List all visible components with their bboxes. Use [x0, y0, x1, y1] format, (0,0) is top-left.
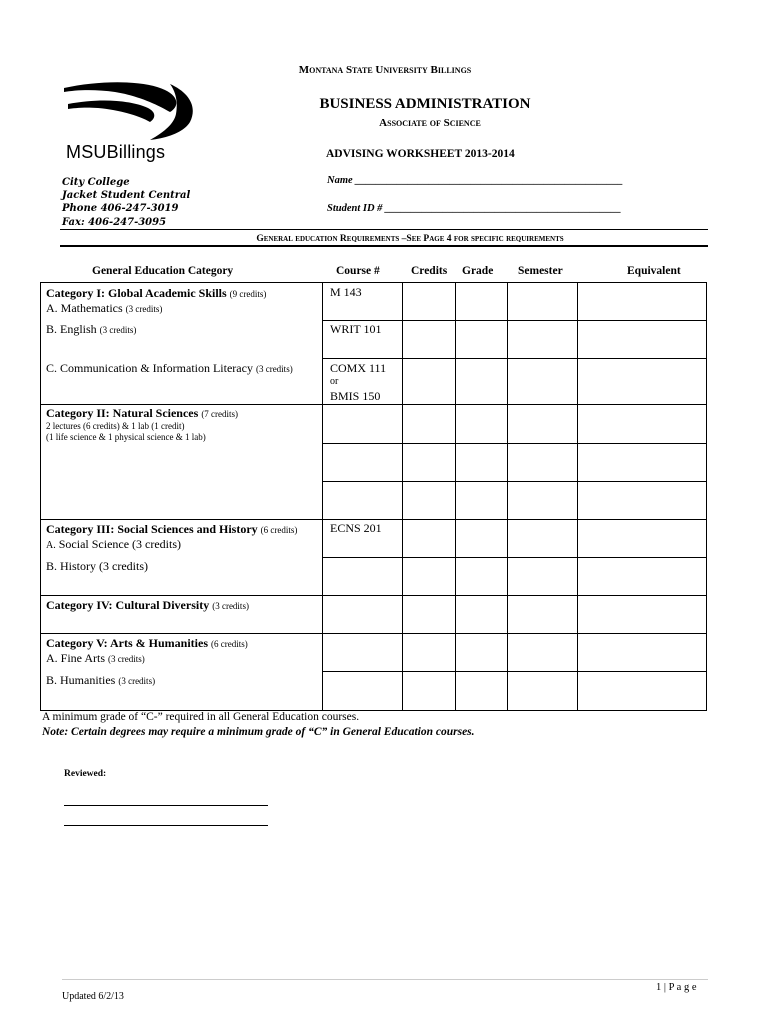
course-cell — [330, 361, 386, 403]
category-row — [46, 598, 249, 613]
category-credits: (9 credits) — [229, 289, 267, 299]
signature-line[interactable] — [64, 825, 268, 826]
category-credits: (3 credits) — [212, 601, 249, 611]
course-or: or — [330, 376, 339, 387]
col-header-credits: Credits — [411, 265, 448, 277]
course-cell: ECNS 201 — [330, 521, 382, 535]
subcategory-row — [46, 361, 293, 376]
col-header-course: Course # — [336, 265, 380, 277]
degree-title: Associate of Science — [379, 117, 481, 129]
col-header-grade: Grade — [462, 265, 494, 277]
course-option: BMIS 150 — [330, 389, 381, 403]
category-credits: (6 credits) — [260, 525, 298, 535]
grade-note: A minimum grade of “C-” required in all General Education courses. — [42, 711, 360, 723]
contact-phone: Phone 406-247-3019 — [62, 203, 179, 215]
category-title: Category V: Arts & Humanities — [46, 636, 208, 650]
col-header-semester: Semester — [518, 265, 563, 277]
footer-divider — [62, 979, 708, 980]
subcategory-row — [46, 322, 136, 337]
student-id-field[interactable]: Student ID # _____________________________________________ — [327, 203, 622, 214]
contact-block — [62, 176, 190, 229]
subcategory-credits: (3 credits) — [108, 654, 145, 664]
course-cell: WRIT 101 — [330, 322, 382, 336]
category-title: Category II: Natural Sciences — [46, 406, 199, 420]
subcategory-label: Social Science (3 credits) — [58, 537, 182, 551]
category-title: Category I: Global Academic Skills — [46, 286, 227, 300]
reviewed-label: Reviewed: — [64, 769, 107, 779]
category-title: Category IV: Cultural Diversity — [46, 598, 210, 612]
course-cell: M 143 — [330, 285, 362, 299]
course-option: COMX 111 — [330, 361, 387, 375]
degree-note: Note: Certain degrees may require a minimum grade of “C” in General Education courses. — [42, 726, 475, 738]
name-field[interactable]: Name ___________________________________________________ — [327, 175, 624, 186]
category-credits: (6 credits) — [211, 639, 248, 649]
category-row — [46, 636, 248, 666]
subcategory-label: A. Mathematics — [46, 301, 123, 315]
divider — [60, 245, 708, 247]
category-row — [46, 522, 297, 553]
subcategory-credits: (3 credits) — [99, 325, 137, 335]
category-row — [46, 406, 238, 443]
program-title: BUSINESS ADMINISTRATION — [319, 96, 531, 112]
subcategory-credits: (3 credits) — [125, 304, 163, 314]
subcategory-row: B. History (3 credits) — [46, 559, 148, 573]
msu-billings-logo — [60, 78, 200, 142]
updated-date: Updated 6/2/13 — [62, 991, 124, 1002]
subcategory-label: B. English — [46, 322, 97, 336]
page-number: 1 | P a g e — [656, 982, 697, 993]
university-name: Montana State University Billings — [298, 64, 472, 76]
subcategory-credits: (3 credits) — [118, 676, 156, 686]
subcategory-prefix: A. — [46, 540, 56, 551]
divider — [60, 229, 708, 230]
category-title: Category III: Social Sciences and History — [46, 522, 258, 536]
subcategory-label: B. Humanities — [46, 673, 116, 687]
contact-fax: Fax: 406-247-3095 — [62, 216, 167, 228]
worksheet-title: ADVISING WORKSHEET 2013-2014 — [326, 148, 515, 160]
contact-line: City College — [62, 177, 130, 188]
subcategory-credits: (3 credits) — [255, 364, 293, 374]
subcategory-row — [46, 673, 155, 688]
contact-line: Jacket Student Central — [62, 190, 191, 202]
category-note: (1 life science & 1 physical science & 1 lab) — [46, 432, 206, 442]
category-row — [46, 286, 266, 316]
gened-heading: General education Requirements –See Page 4 for specific requirements — [256, 234, 564, 244]
subcategory-label: C. Communication & Information Literacy — [46, 361, 253, 375]
category-note: 2 lectures (6 credits) & 1 lab (1 credit) — [46, 421, 185, 431]
signature-line[interactable] — [64, 805, 268, 806]
col-header-equivalent: Equivalent — [627, 265, 681, 277]
col-header-category: General Education Category — [92, 265, 234, 277]
logo-wordmark: MSUBillings — [66, 142, 166, 162]
category-credits: (7 credits) — [201, 409, 239, 419]
subcategory-label: A. Fine Arts — [46, 651, 106, 665]
